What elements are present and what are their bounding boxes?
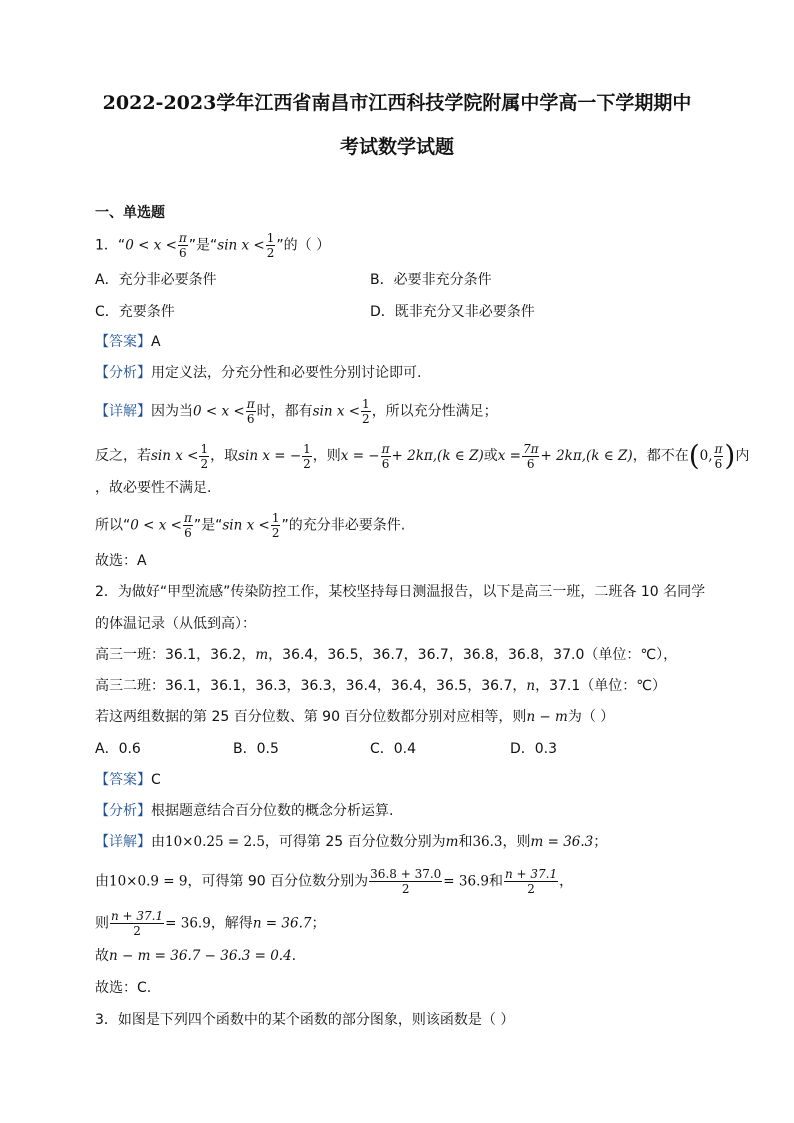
analysis-tag: 【分析】 bbox=[95, 365, 151, 381]
q2-option-a: A．0.6 bbox=[95, 741, 141, 757]
q1-answer: 【答案】A bbox=[95, 334, 161, 350]
fraction-one-half: $\frac{1}{2}$ bbox=[266, 231, 275, 260]
q2-option-c: C．0.4 bbox=[370, 741, 417, 757]
q1-detail-line4: 所以“0 < x < $\frac{\pi}{6}$ ”是“sin x < $\frac{1}{2}$ ”的充分非必要条件. bbox=[95, 511, 406, 540]
fraction-pi-over-6: $\frac{\pi}{6}$ bbox=[178, 231, 187, 260]
q2-detail-line2: 由10×0.9 = 9，可得第 90 百分位数分别为 $\frac{36.8 + 37.0}{2}$ = 36.9和 $\frac{n + 37.1}{2}$ ， bbox=[95, 867, 574, 896]
detail-tag: 【详解】 bbox=[95, 403, 151, 420]
q2-stem-line1: 2．为做好“甲型流感”传染防控工作，某校坚持每日测温报告，以下是高三一班，二班各 10 名同学 bbox=[95, 584, 706, 600]
q2-analysis: 【分析】根据题意结合百分位数的概念分析运算. bbox=[95, 803, 394, 819]
q1-option-a: A．充分非必要条件 bbox=[95, 272, 217, 288]
answer-tag: 【答案】 bbox=[95, 334, 151, 350]
q2-answer: 【答案】C bbox=[95, 772, 161, 788]
q1-option-b: B．必要非充分条件 bbox=[370, 272, 492, 288]
q1-option-c: C．充要条件 bbox=[95, 304, 175, 320]
section-heading: 一、单选题 bbox=[95, 205, 165, 221]
q3-stem: 3．如图是下列四个函数中的某个函数的部分图象，则该函数是（ ） bbox=[95, 1012, 515, 1028]
q1-choose: 故选：A bbox=[95, 553, 147, 569]
q1-detail-line2: 反之，若sin x < $\frac{1}{2}$ ，取sin x = − $\frac{1}{2}$ ，则x = − $\frac{\pi}{6}$ + 2kπ,(k ∈ Z)或x = $\frac{7\pi}{6}$ + 2kπ,(k ∈ Z)，都不在(0, $\frac{\pi}{6}$ )内 bbox=[95, 439, 750, 472]
q1-analysis: 【分析】用定义法，分充分性和必要性分别讨论即可. bbox=[95, 365, 422, 381]
document-title-line1: 2022-2023学年江西省南昌市江西科技学院附属中学高一下学期期中 bbox=[102, 92, 692, 114]
q1-detail-line1: 【详解】因为当0 < x < $\frac{\pi}{6}$ 时，都有sin x < $\frac{1}{2}$ ，所以充分性满足； bbox=[95, 397, 498, 426]
q2-stem-line3: 若这两组数据的第 25 百分位数、第 90 百分位数都分别对应相等，则n − m为（ ） bbox=[95, 709, 615, 725]
q2-stem-line2: 的体温记录（从低到高）： bbox=[95, 616, 256, 632]
q2-option-b: B．0.5 bbox=[233, 741, 279, 757]
q1-detail-line3: ，故必要性不满足. bbox=[95, 480, 212, 496]
q2-detail-line3: 则 $\frac{n + 37.1}{2}$ = 36.9，解得n = 36.7； bbox=[95, 909, 326, 938]
q2-detail-line4: 故n − m = 36.7 − 36.3 = 0.4. bbox=[95, 948, 297, 964]
q2-detail-line1: 【详解】由10×0.25 = 2.5，可得第 25 百分位数分别为m和36.3，则m = 36.3； bbox=[95, 834, 608, 850]
document-title-line2: 考试数学试题 bbox=[339, 136, 454, 158]
q2-option-d: D．0.3 bbox=[510, 741, 558, 757]
q2-choose: 故选：C. bbox=[95, 980, 152, 996]
q2-class2-data: 高三二班：36.1，36.1，36.3，36.3，36.4，36.4，36.5，36.7，n，37.1（单位：℃） bbox=[95, 678, 666, 694]
q1-stem: 1．“0 < x < $\frac{\pi}{6}$ ”是“sin x < $\frac{1}{2}$ ”的（ ） bbox=[95, 231, 331, 260]
q2-class1-data: 高三一班：36.1，36.2，m，36.4，36.5，36.7，36.7，36.8，36.8，37.0（单位：℃）， bbox=[95, 647, 678, 663]
q1-option-d: D．既非充分又非必要条件 bbox=[370, 304, 535, 320]
